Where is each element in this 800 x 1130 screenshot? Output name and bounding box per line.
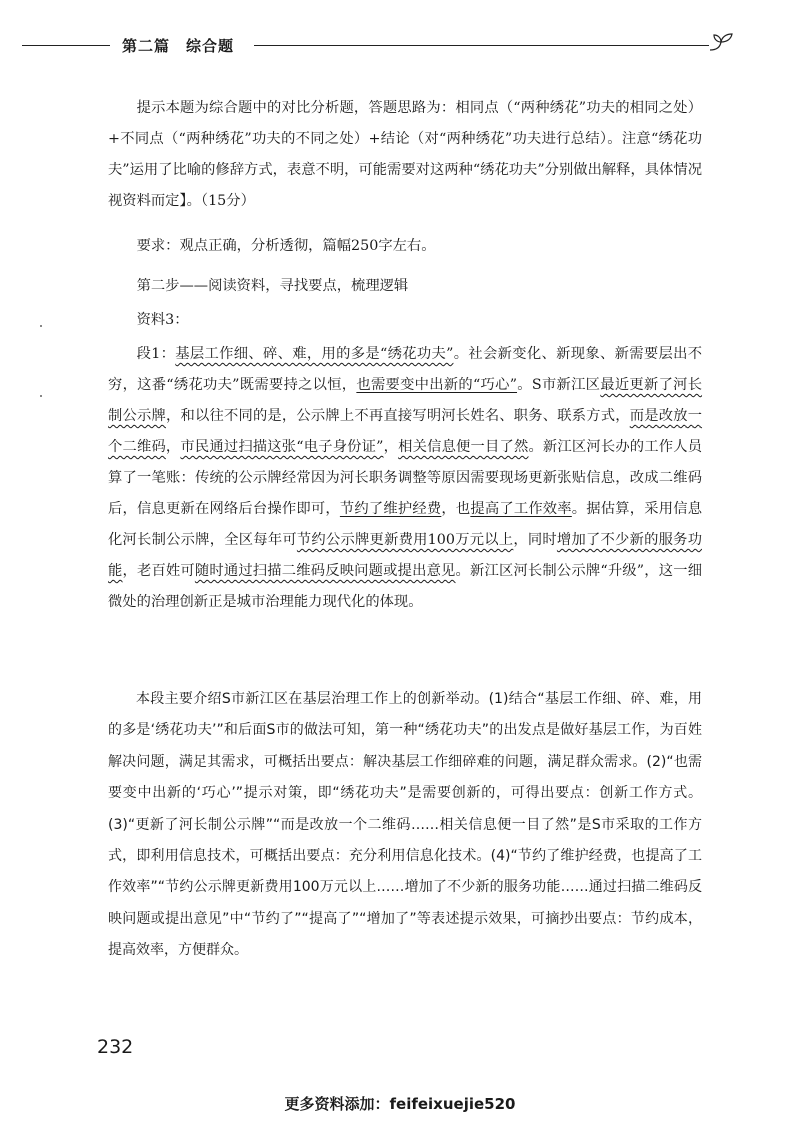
highlight-wavy: 节约公示牌更新费用100万元以上 xyxy=(296,532,514,548)
passage-text: ， xyxy=(383,439,399,455)
passage-text: 。新江区河长办的工作人员算了一笔账：传统的公示牌经常因为河长职务调整等原因需要现场更新张贴信息，改成二维码后，信息更新在网络后台操作即可， xyxy=(108,439,703,517)
passage-text: 。据估算，采用信息化河长制公示牌，全区每年可 xyxy=(108,501,703,548)
requirement-text: 要求：观点正确，分析透彻，篇幅250字左右。 xyxy=(136,238,436,254)
passage-text: ，也 xyxy=(441,501,471,517)
scan-speck xyxy=(40,325,42,327)
footer-note: 更多资料添加：feifeixuejie520 xyxy=(284,1095,516,1113)
highlight-underline: 也需要变中出新的“巧心” xyxy=(356,377,518,393)
highlight-wavy: 基层工作细、碎、难，用的多是“绣花功夫” xyxy=(175,346,454,362)
highlight-wavy: 市民通过扫描这张“电子身份证” xyxy=(180,439,384,455)
header-rule-right xyxy=(254,45,709,46)
material-label xyxy=(108,305,702,336)
analysis-text: 本段主要介绍S市新江区在基层治理工作上的创新举动。(1)结合“基层工作细、碎、难，用的多是‘绣花功夫’”和后面S市的做法可知，第一种“绣花功夫”的出发点是做好基层工作，为百姓解决问题，满足其需求，可概括出要点：解决基层工作细碎难的问题，满足群众需求。(2)“也需要变中出新的‘巧心’”提示对策，即“绣花功夫”是需要创新的，可得出要点：创新工作方式。(3)“更新了河长制公示牌”“而是改放一个二维码……相关信息便一目了然”是S市采取的工作方式，即利用信息技术，可概括出要点：充分利用信息化技术。(4)“节约了维护经费，也提高了工作效率”“节约公示牌更新费用100万元以上……增加了不少新的服务功能……通过扫描二维码反映问题或提出意见”中“节约了”“提高了”“增加了”等表述提示效果，可摘抄出要点：节约成本，提高效率，方便群众。 xyxy=(108,691,702,959)
passage-text: ， xyxy=(165,439,181,455)
highlight-wavy: 增加了不少新的服务功能 xyxy=(108,532,702,579)
page-header xyxy=(22,34,722,56)
analysis xyxy=(108,684,702,967)
passage-label: 段1： xyxy=(136,346,176,362)
highlight-underline: 节约了维护经费 xyxy=(339,501,442,517)
passage-text: ，和以往不同的是，公示牌上不再直接写明河长姓名、职务、联系方式， xyxy=(165,408,630,424)
prompt-note xyxy=(108,93,702,217)
material-passage xyxy=(108,339,702,618)
highlight-wavy: 而是改放一个二维码 xyxy=(108,408,703,455)
page-number: 232 xyxy=(97,1036,134,1058)
highlight-wavy: 相关信息便一目了然 xyxy=(398,439,529,455)
passage-text: 。S市新江区 xyxy=(517,377,601,393)
scan-speck xyxy=(40,395,42,397)
header-title: 第二篇 综合题 xyxy=(122,37,235,55)
step-title xyxy=(108,271,702,302)
passage-text: 。社会新变化、新现象、新需要层出不穷，这番“绣花功夫”既需要持之以恒， xyxy=(108,346,702,393)
sprout-icon xyxy=(706,30,736,56)
passage-paragraph xyxy=(108,339,702,618)
highlight-underline: 提高了工作效率 xyxy=(470,501,572,517)
material-label-text: 资料3： xyxy=(136,312,189,328)
passage-text: 。新江区河长制公示牌“升级”，这一细微处的治理创新正是城市治理能力现代化的体现。 xyxy=(108,563,703,610)
header-rule-left xyxy=(22,45,110,46)
prompt-note-text: 提示本题为综合题中的对比分析题，答题思路为：相同点（“两种绣花”功夫的相同之处）+不同点（“两种绣花”功夫的不同之处）+结论（对“两种绣花”功夫进行总结）。注意“绣花功夫”运用了比喻的修辞方式，表意不明，可能需要对这两种“绣花功夫”分别做出解释，具体情况视资料而定】。（15分） xyxy=(108,100,702,209)
requirement xyxy=(108,231,702,262)
highlight-wavy: 随时通过扫描二维码反映问题或提出意见 xyxy=(194,563,456,579)
passage-text: ，老百姓可 xyxy=(122,563,195,579)
step-title-text: 第二步——阅读资料，寻找要点，梳理逻辑 xyxy=(136,278,409,294)
highlight-wavy: 最近更新了河长制公示牌 xyxy=(108,377,703,424)
passage-text: ，同时 xyxy=(513,532,557,548)
